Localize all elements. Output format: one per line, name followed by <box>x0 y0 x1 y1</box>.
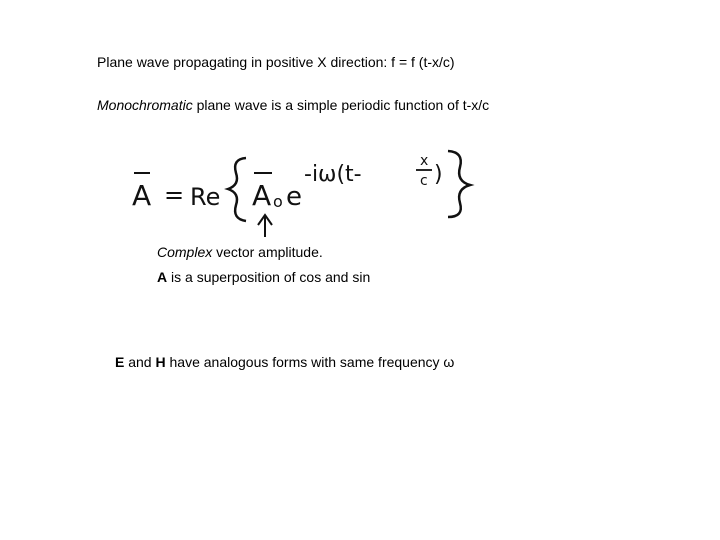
eq-amp-sub: o <box>273 192 283 211</box>
text-complex-italic: Complex <box>157 244 213 260</box>
text-monochromatic-italic: Monochromatic <box>97 97 193 113</box>
right-brace <box>448 151 470 217</box>
eq-exponent-suffix: ) <box>434 162 443 187</box>
eq-equals: = <box>164 181 185 209</box>
text-plane-wave-direction: Plane wave propagating in positive X direction: f = f (t-x/c) <box>97 54 455 70</box>
text-h-bold: H <box>155 354 166 370</box>
eq-exponent-prefix: -iω(t- <box>304 162 362 187</box>
text-superposition-rest: is a superposition of cos and sin <box>167 269 371 285</box>
text-e-and-h <box>115 353 454 371</box>
eq-base: e <box>286 182 302 212</box>
text-complex-rest: vector amplitude. <box>212 244 323 260</box>
eq-frac-num: x <box>420 153 429 169</box>
omega-symbol: ω <box>443 354 455 370</box>
text-e-h-rest: have analogous forms with same frequency <box>165 354 444 370</box>
eq-amp: A <box>252 179 272 212</box>
handwritten-equation <box>128 143 478 238</box>
text-e-bold: E <box>115 354 125 370</box>
text-and: and <box>124 354 156 370</box>
text-superposition-bold: A <box>157 269 168 285</box>
eq-lhs: A <box>132 179 152 212</box>
left-brace <box>228 158 246 221</box>
text-superposition <box>157 268 370 286</box>
eq-re: Re <box>190 183 221 211</box>
eq-frac-den: c <box>420 173 428 189</box>
text-complex-amplitude <box>157 243 323 261</box>
text-monochromatic-rest: plane wave is a simple periodic function of t-x/c <box>192 97 490 113</box>
text-monochromatic <box>97 96 489 114</box>
